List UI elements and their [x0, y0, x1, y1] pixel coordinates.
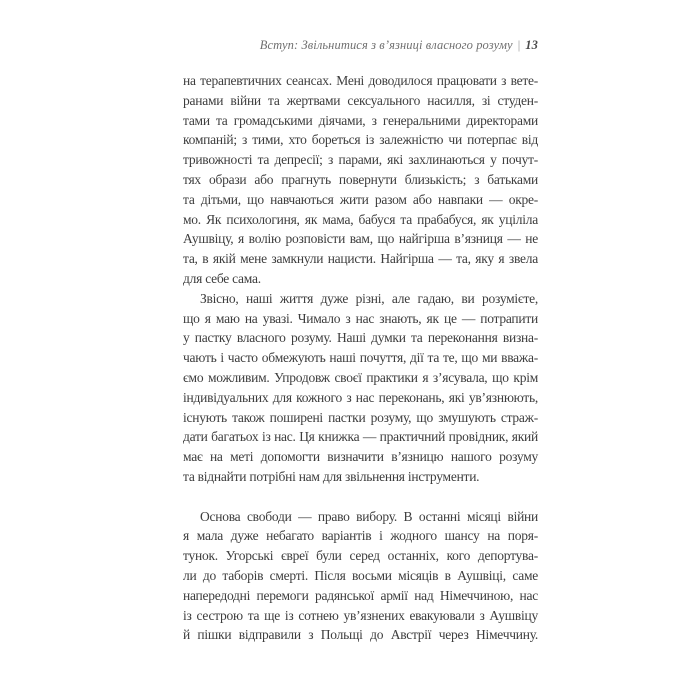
- text-line: Основа свободи — право вибору. В останні місяці війни: [200, 508, 538, 524]
- text-line: у пастку власного розуму. Наші думки та переконання визна-: [183, 330, 538, 346]
- text-line: ємо можливим. Упродовж своєї практики я з’ясувала, що крім: [183, 369, 538, 385]
- text-line: існують також поширені пастки розуму, що змушують страж-: [183, 409, 538, 425]
- paragraph: [183, 289, 538, 487]
- text-line: та дітьми, що навчаються жити разом або навпаки — окре-: [183, 191, 538, 207]
- text-line: індивідуальних для кожного з нас переконань, які ув’язнюють,: [183, 389, 538, 405]
- text-line: напередодні перемоги радянської армії над Німеччиною, нас: [183, 587, 538, 603]
- body-text-block: [183, 71, 538, 645]
- text-line: для себе сама.: [183, 270, 261, 286]
- text-line: із сестрою та ще із сотнею ув’язнених евакуювали з Аушвіцу: [183, 607, 538, 623]
- text-line: має на меті допомогти визначити в’язницю нашого розуму: [183, 449, 538, 465]
- text-line: та віднайти потрібні нам для звільнення інструменти.: [183, 468, 480, 484]
- running-header: [183, 38, 538, 53]
- text-line: я мала дуже небагато варіантів і жодного шансу на поря-: [183, 528, 538, 544]
- text-line: на терапевтичних сеансах. Мені доводилося працювати з вете-: [183, 73, 538, 88]
- text-line: компаній; з тими, хто бореться із залежністю чи потерпає від: [183, 132, 538, 148]
- text-line: та, в якій мене замкнули нацисти. Найгірша — та, яку я звела: [183, 251, 538, 267]
- text-line: Аушвіцу, я волію розповісти вам, що найгірша в’язниця — не: [183, 231, 538, 247]
- text-line: тривожності та депресії; з парами, які захлинаються у почут-: [183, 152, 538, 168]
- text-line: Звісно, наші життя дуже різні, але гадаю, ви розумієте,: [200, 290, 538, 306]
- text-line: тунок. Угорські євреї були серед останніх, кого депортува-: [183, 548, 538, 564]
- header-separator: |: [517, 38, 521, 52]
- text-line: ли до таборів смерті. Після восьми місяців в Аушвіці, саме: [183, 567, 538, 583]
- running-title: Вступ: Звільнитися з в’язниці власного розуму: [259, 38, 513, 52]
- text-line: ранами війни та жертвами сексуального насилля, зі студен-: [183, 92, 538, 108]
- text-line: дати багатьох із нас. Ця книжка — практичний провідник, який: [183, 429, 538, 445]
- text-line: й пішки відправили з Польщі до Австрії через Німеччину.: [183, 627, 538, 643]
- text-line: мо. Як психологиня, як мама, бабуся та прабабуся, як уціліла: [183, 211, 538, 227]
- page-number: 13: [525, 38, 538, 52]
- text-line: тами та громадськими діячами, з генеральними директорами: [183, 112, 538, 128]
- text-line: тях образи або прагнуть повернути близькість; з батьками: [183, 171, 538, 187]
- text-line: чають і часто обмежують наші почуття, дії та те, що ми вважа-: [183, 350, 538, 366]
- text-line: що я маю на увазі. Чимало з нас знають, як це — потрапити: [183, 310, 538, 326]
- paragraph: [183, 507, 538, 646]
- paragraph: [183, 71, 538, 289]
